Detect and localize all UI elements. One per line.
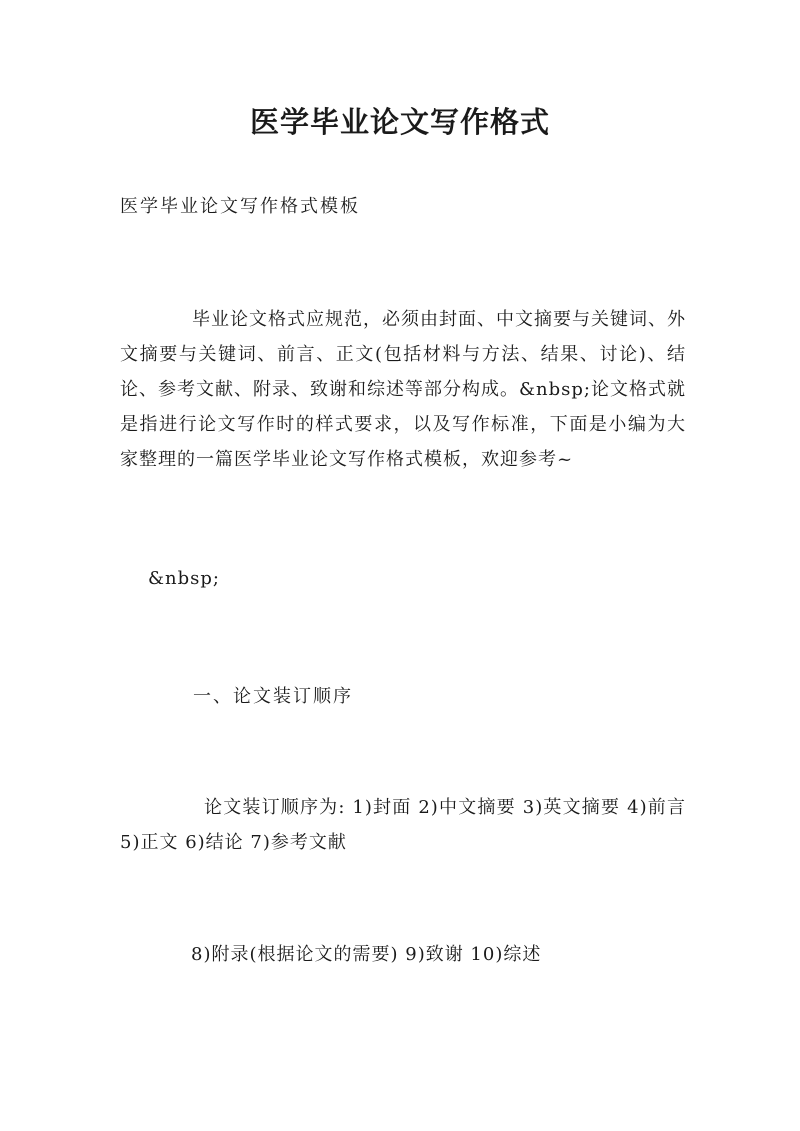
binding-order-continued: 8)附录(根据论文的需要) 9)致谢 10)综述 — [191, 944, 542, 965]
section-heading: 一、论文装订顺序 — [193, 686, 353, 707]
nbsp-line: &nbsp; — [148, 568, 220, 589]
intro-paragraph: 毕业论文格式应规范，必须由封面、中文摘要与关键词、外文摘要与关键词、前言、正文(包括材料与方法、结果、讨论)、结论、参考文献、附录、致谢和综述等部分构成。&nbsp;论文格式就是指进行论文写作时的样式要求，以及写作标准，下面是小编为大家整理的一篇医学毕业论文写作格式模板，欢迎参考~ — [120, 309, 686, 470]
document-subtitle: 医学毕业论文写作格式模板 — [120, 196, 360, 217]
binding-order-paragraph: 论文装订顺序为: 1)封面 2)中文摘要 3)英文摘要 4)前言 5)正文 6)结论 7)参考文献 — [120, 797, 686, 853]
document-title: 医学毕业论文写作格式 — [249, 105, 550, 139]
